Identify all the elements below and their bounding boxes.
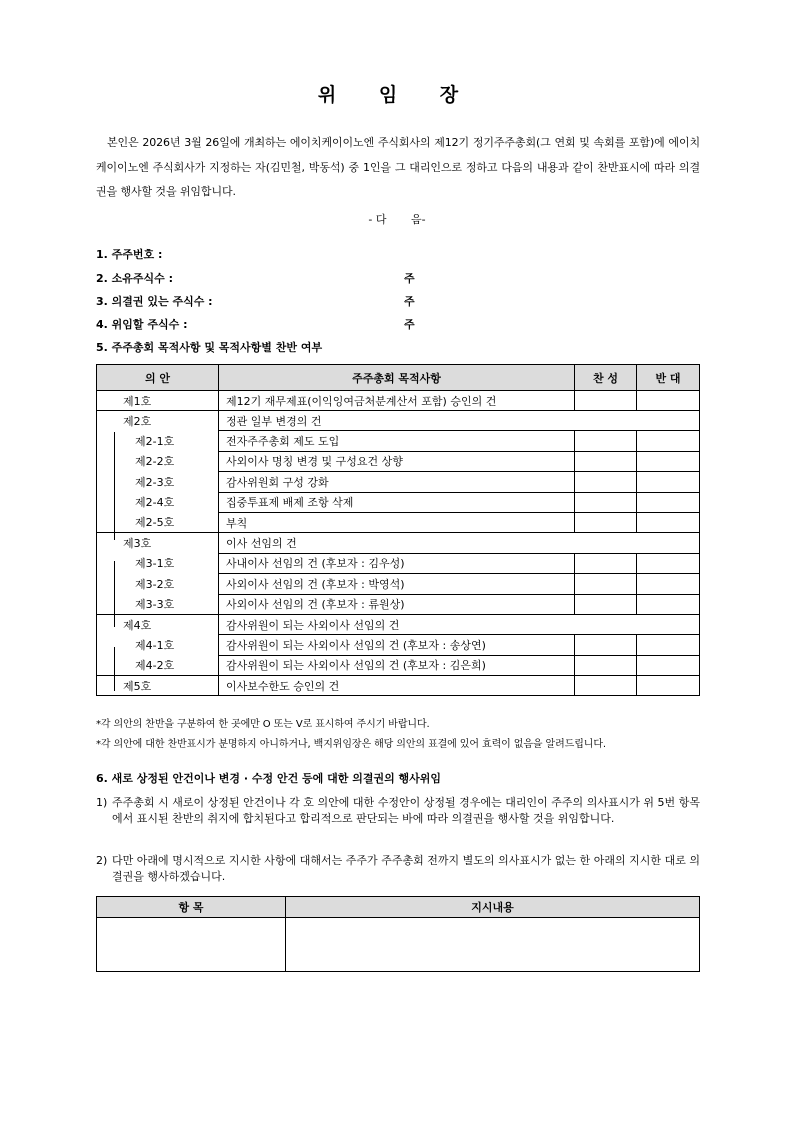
agenda-row — [97, 533, 700, 553]
instruction-header-row — [97, 897, 700, 918]
agenda-description: 감사위원회 구성 강화 — [219, 472, 575, 492]
header-instruction: 지시내용 — [286, 897, 700, 918]
agenda-row — [97, 676, 700, 696]
agenda-number: 제2-2호 — [97, 451, 219, 471]
agenda-number: 제2호 — [97, 411, 219, 431]
note-mark-instruction: *각 의안의 찬반을 구분하여 한 곳에만 O 또는 V로 표시하여 주시기 바랍니다. — [96, 719, 430, 730]
section6-item-2-number: 2) — [96, 854, 108, 867]
vote-for-cell[interactable] — [575, 492, 637, 512]
agenda-description: 감사위원이 되는 사외이사 선임의 건 (후보자 : 송상연) — [219, 635, 575, 655]
vote-against-cell[interactable] — [637, 391, 700, 411]
agenda-description: 감사위원이 되는 사외이사 선임의 건 (후보자 : 김은희) — [219, 655, 575, 675]
vote-against-cell[interactable] — [637, 574, 700, 594]
agenda-row — [97, 574, 700, 594]
vote-against-cell[interactable] — [637, 472, 700, 492]
instruction-table — [96, 896, 700, 972]
header-item: 항 목 — [97, 897, 286, 918]
agenda-number: 제2-3호 — [97, 472, 219, 492]
agenda-description: 부칙 — [219, 512, 575, 532]
tree-line-2 — [114, 432, 115, 540]
agenda-description: 사외이사 명칭 변경 및 구성요건 상향 — [219, 451, 575, 471]
agenda-row — [97, 614, 700, 634]
vote-for-cell[interactable] — [575, 676, 637, 696]
agenda-number: 제2-1호 — [97, 431, 219, 451]
instruction-content-cell[interactable] — [286, 918, 700, 972]
section6-item-2-text: 다만 아래에 명시적으로 지시한 사항에 대해서는 주주가 주주총회 전까지 별도의 의사표시가 없는 한 아래의 지시한 대로 의결권을 행사하겠습니다. — [112, 854, 700, 883]
vote-against-cell[interactable] — [637, 451, 700, 471]
agenda-number: 제2-4호 — [97, 492, 219, 512]
agenda-description: 전자주주총회 제도 도입 — [219, 431, 575, 451]
agenda-number: 제5호 — [97, 676, 219, 696]
vote-against-cell[interactable] — [637, 553, 700, 573]
vote-against-cell[interactable] — [637, 431, 700, 451]
section6-title: 6. 새로 상정된 안건이나 변경 · 수정 안건 등에 대한 의결권의 행사위임 — [96, 772, 442, 785]
agenda-row — [97, 411, 700, 431]
field-delegated-shares: 4. 위임할 주식수 : — [96, 318, 188, 331]
vote-for-cell[interactable] — [575, 451, 637, 471]
agenda-number: 제4-1호 — [97, 635, 219, 655]
note-invalid-warning: *각 의안에 대한 찬반표시가 분명하지 아니하거나, 백지위임장은 해당 의안의 표결에 있어 효력이 없음을 알려드립니다. — [96, 739, 606, 750]
agenda-header-row — [97, 365, 700, 391]
intro-paragraph: 본인은 2026년 3월 26일에 개최하는 에이치케이이노엔 주식회사의 제12기 정기주주총회(그 연회 및 속회를 포함)에 에이치케이이노엔 주식회사가 지정하는 자(김민철, 박동석) 중 1인을 그 대리인으로 정하고 다음의 내용과 같이 찬반표시에 따라 의결권을 행사할 것을 위임합니다. — [96, 136, 700, 198]
agenda-row — [97, 655, 700, 675]
agenda-row — [97, 553, 700, 573]
agenda-number: 제3호 — [97, 533, 219, 553]
agenda-row — [97, 431, 700, 451]
agenda-number: 제1호 — [97, 391, 219, 411]
instruction-row — [97, 918, 700, 972]
vote-for-cell[interactable] — [575, 655, 637, 675]
vote-for-cell[interactable] — [575, 431, 637, 451]
vote-against-cell[interactable] — [637, 594, 700, 614]
header-against: 반 대 — [637, 365, 700, 391]
agenda-description: 사외이사 선임의 건 (후보자 : 류원상) — [219, 594, 575, 614]
vote-for-cell[interactable] — [575, 391, 637, 411]
agenda-description: 제12기 재무제표(이익잉여금처분계산서 포함) 승인의 건 — [219, 391, 575, 411]
vote-against-cell[interactable] — [637, 655, 700, 675]
field-owned-shares: 2. 소유주식수 : — [96, 272, 174, 285]
agenda-row — [97, 451, 700, 471]
section5-title: 5. 주주총회 목적사항 및 목적사항별 찬반 여부 — [96, 341, 323, 354]
field-owned-shares-unit: 주 — [404, 272, 415, 285]
agenda-row — [97, 391, 700, 411]
agenda-number: 제4-2호 — [97, 655, 219, 675]
agenda-description: 집중투표제 배제 조항 삭제 — [219, 492, 575, 512]
vote-for-cell[interactable] — [575, 553, 637, 573]
section6-item-1 — [96, 795, 700, 827]
agenda-description: 감사위원이 되는 사외이사 선임의 건 — [219, 614, 700, 634]
vote-for-cell[interactable] — [575, 594, 637, 614]
agenda-description: 사내이사 선임의 건 (후보자 : 김우성) — [219, 553, 575, 573]
section6-item-1-text: 주주총회 시 새로이 상정된 안건이나 각 호 의안에 대한 수정안이 상정될 경우에는 대리인이 주주의 의사표시가 위 5번 항목에서 표시된 찬반의 취지에 합치된다고 합리적으로 판단되는 바에 따라 의결권을 행사할 것을 위임합니다. — [112, 796, 700, 825]
document-title: 위 임 장 — [317, 84, 477, 106]
da-eum-heading: - 다 음- — [368, 213, 426, 226]
agenda-row — [97, 635, 700, 655]
field-shareholder-number: 1. 주주번호 : — [96, 248, 163, 261]
agenda-number: 제4호 — [97, 614, 219, 634]
vote-for-cell[interactable] — [575, 472, 637, 492]
field-voting-shares: 3. 의결권 있는 주식수 : — [96, 295, 213, 308]
header-purpose: 주주총회 목적사항 — [219, 365, 575, 391]
agenda-number: 제2-5호 — [97, 512, 219, 532]
header-agenda: 의 안 — [97, 365, 219, 391]
agenda-number: 제3-1호 — [97, 553, 219, 573]
agenda-number: 제3-2호 — [97, 574, 219, 594]
agenda-description: 정관 일부 변경의 건 — [219, 411, 700, 431]
agenda-number: 제3-3호 — [97, 594, 219, 614]
instruction-item-cell[interactable] — [97, 918, 286, 972]
vote-for-cell[interactable] — [575, 635, 637, 655]
agenda-row — [97, 492, 700, 512]
agenda-table — [96, 364, 700, 696]
tree-line-3 — [114, 561, 115, 627]
field-voting-shares-unit: 주 — [404, 295, 415, 308]
vote-against-cell[interactable] — [637, 635, 700, 655]
section6-item-1-number: 1) — [96, 796, 108, 809]
agenda-description: 이사 선임의 건 — [219, 533, 700, 553]
field-delegated-shares-unit: 주 — [404, 318, 415, 331]
agenda-row — [97, 472, 700, 492]
vote-for-cell[interactable] — [575, 574, 637, 594]
section6-item-2 — [96, 853, 700, 885]
agenda-description: 이사보수한도 승인의 건 — [219, 676, 575, 696]
agenda-description: 사외이사 선임의 건 (후보자 : 박영석) — [219, 574, 575, 594]
tree-line-4 — [114, 647, 115, 691]
header-for: 찬 성 — [575, 365, 637, 391]
vote-against-cell[interactable] — [637, 676, 700, 696]
agenda-row — [97, 594, 700, 614]
vote-for-cell[interactable] — [575, 512, 637, 532]
agenda-row — [97, 512, 700, 532]
vote-against-cell[interactable] — [637, 492, 700, 512]
vote-against-cell[interactable] — [637, 512, 700, 532]
